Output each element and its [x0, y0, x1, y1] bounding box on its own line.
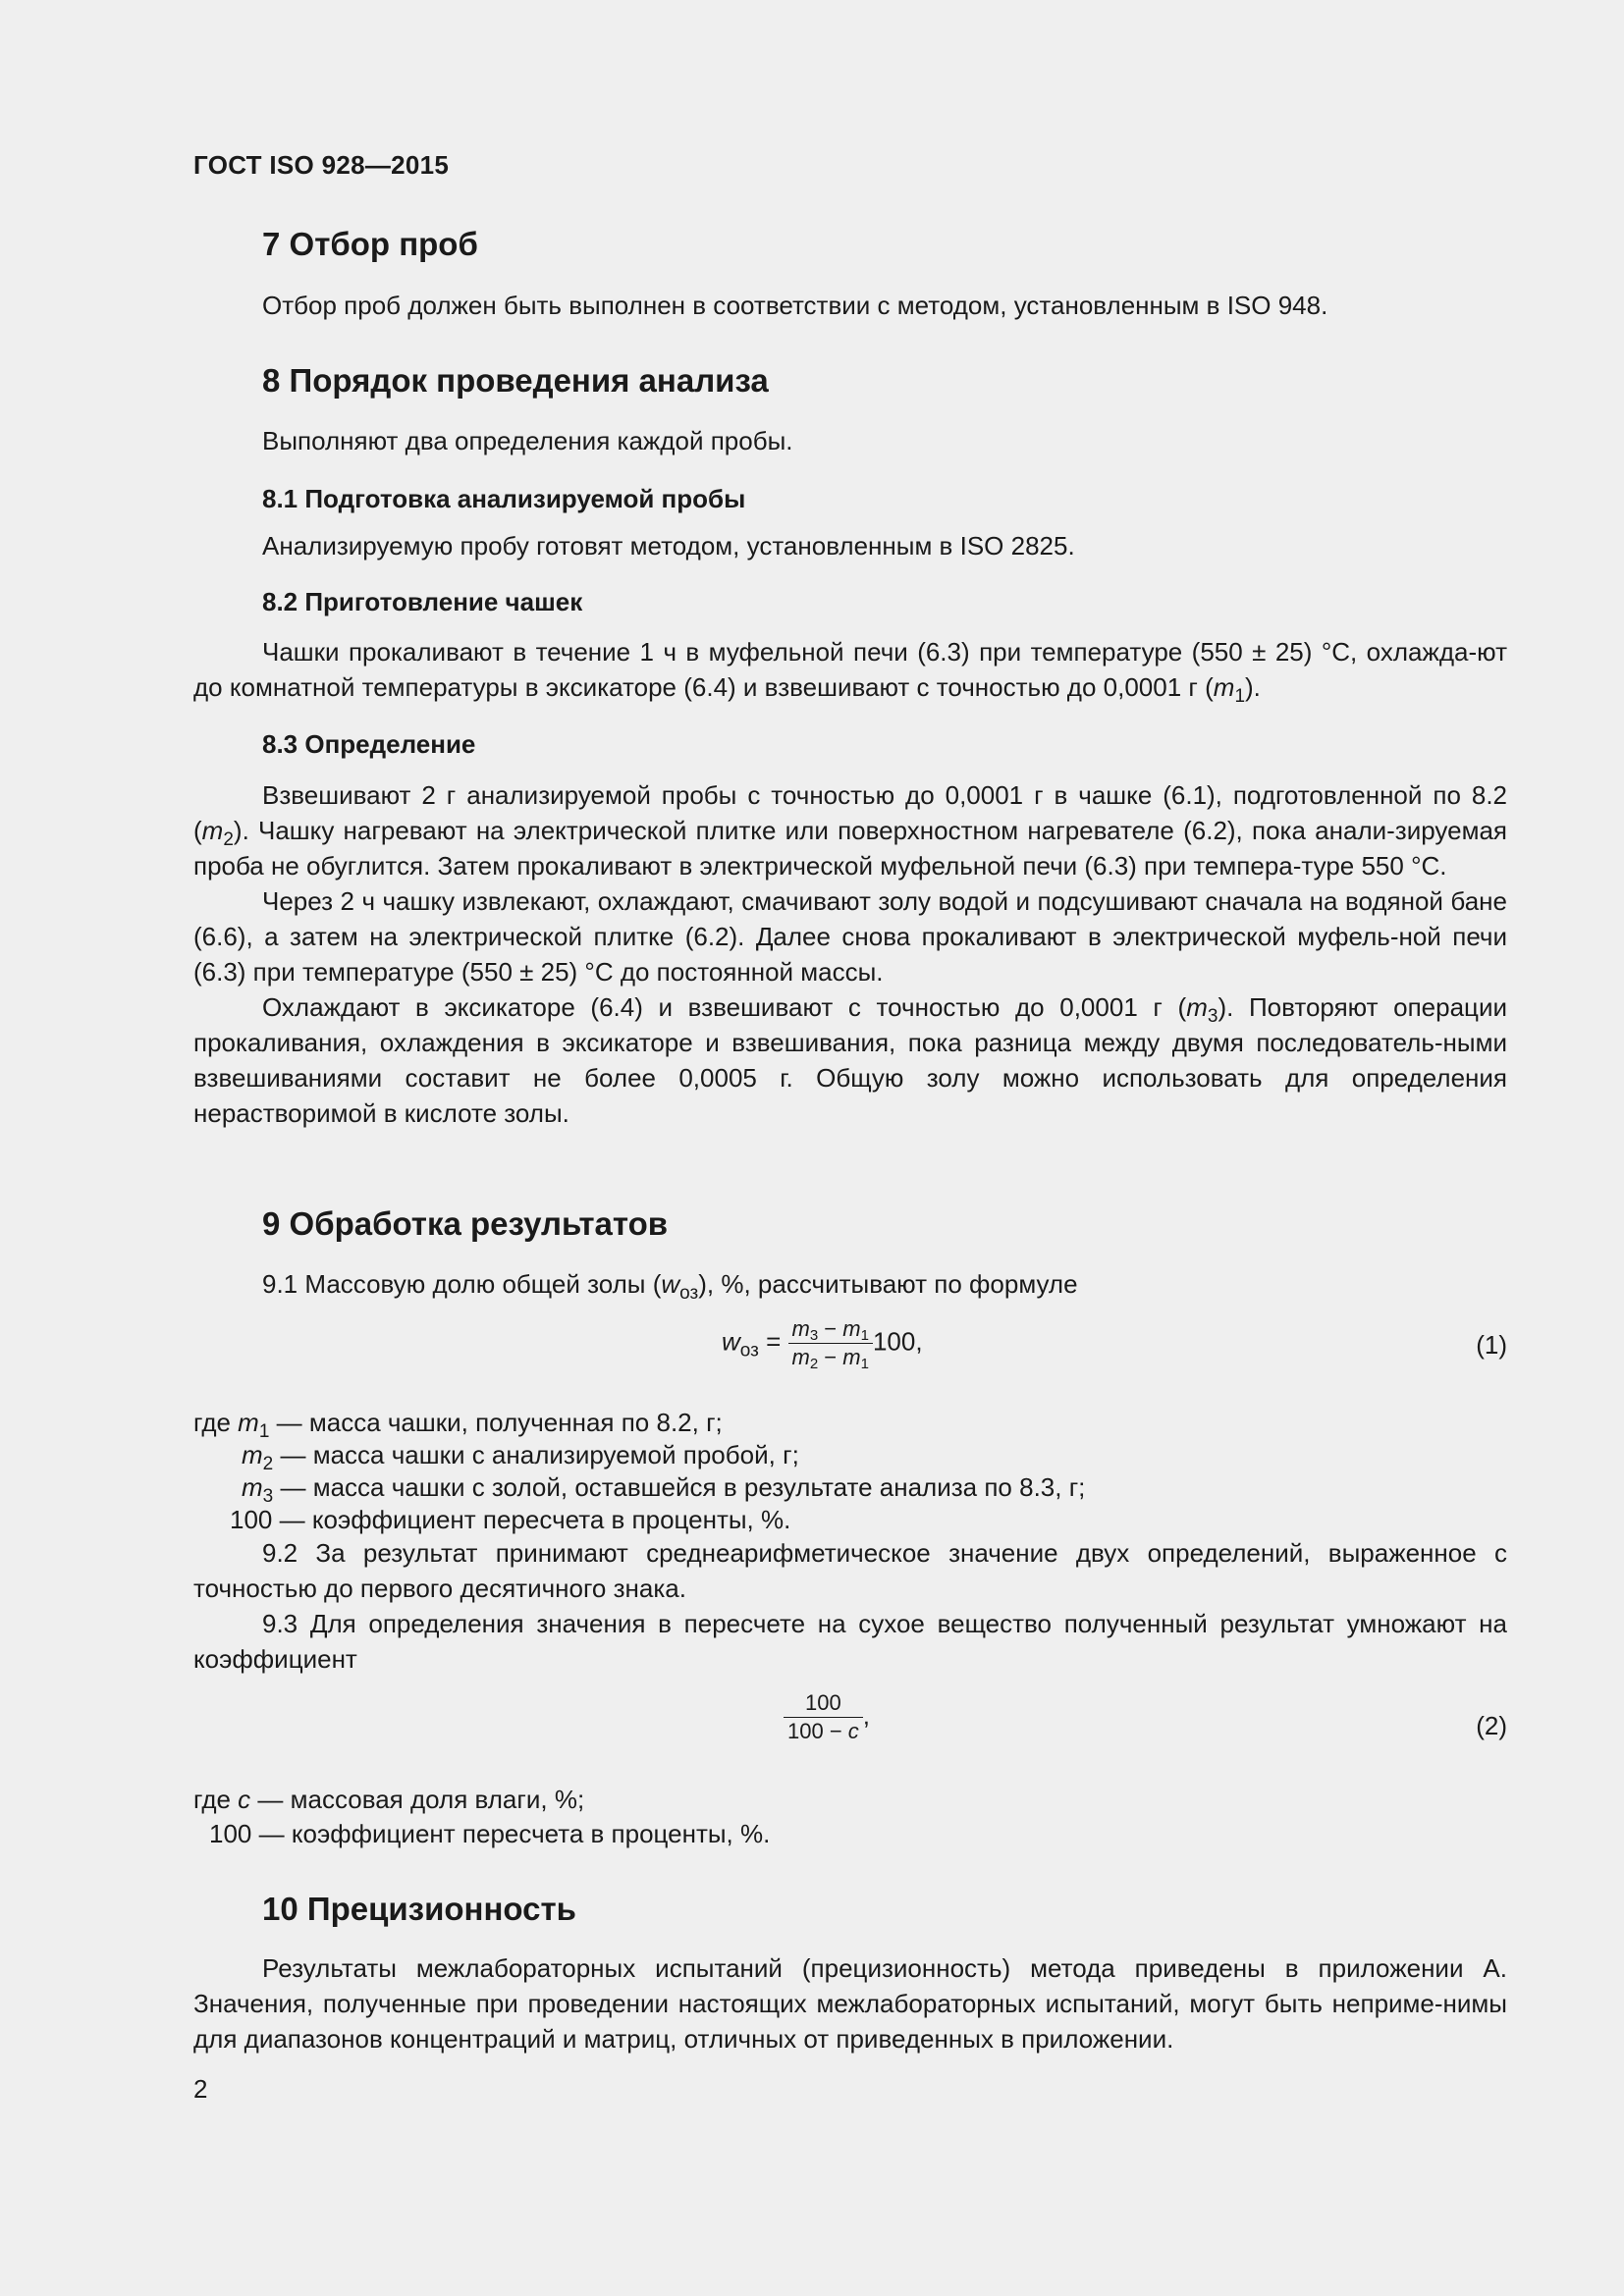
section-8-text: Выполняют два определения каждой пробы.	[262, 426, 793, 455]
document-header: ГОСТ ISO 928—2015	[193, 150, 450, 180]
section-10-text: Результаты межлабораторных испытаний (прецизионность) метода приведены в приложении А. Значения, полученные при проведении настоящих межлабораторных испытаний, могут быть неприме-нимы для диапазонов концентраций и матриц, отличных от приведенных в приложении.	[193, 1953, 1507, 2054]
where-item-m3: $m_3$ — масса чашки с золой, оставшейся в результате анализа по 8.3, г;	[242, 1472, 1086, 1507]
equation-1-fraction: $\frac{m3 - m1}{m2 - m1}$	[788, 1315, 873, 1371]
section-8-3-paragraph-1: Взвешивают 2 г анализируемой пробы с точностью до 0,0001 г в чашке (6.1), подготовленной по 8.2 $(m_2)$. Чашку нагревают на электрической плитке или поверхностном нагревателе (6.2), пока анали-зируемая проба не обуглится. Затем прокаливают в электрической муфельной печи (6.3) при темпера-туре 550 °С.	[193, 780, 1507, 881]
section-8-3-text	[193, 777, 1507, 1131]
section-7-title: 7 Отбор проб	[262, 226, 478, 262]
section-8-title: 8 Порядок проведения анализа	[262, 362, 769, 399]
page-number: 2	[193, 2074, 208, 2104]
section-9-2-text: 9.2 За результат принимают среднеарифметическое значение двух определений, выраженное с точностью до первого десятичного знака.	[193, 1538, 1507, 1603]
section-9-3-text: 9.3 Для определения значения в пересчете на сухое вещество полученный результат умножают на коэффициент	[193, 1609, 1507, 1674]
where-item-100: 100 — коэффициент пересчета в проценты, %.	[230, 1505, 791, 1534]
where-item-m2: $m_2$ — масса чашки с анализируемой пробой, г;	[242, 1440, 799, 1474]
section-10-title: 10 Прецизионность	[262, 1891, 576, 1927]
section-8-3-title: 8.3 Определение	[262, 729, 476, 759]
equation-1: $w_{оз}$ = $\frac{m3 - m1}{m2 - m1}$ 100,	[722, 1316, 923, 1372]
section-8-2-text: Чашки прокаливают в течение 1 ч в муфельной печи (6.3) при температуре (550 ± 25) °С, охлажда-ют до комнатной температуры в эксикаторе (6.4) и взвешивают с точностью до 0,0001 г $(m_1)$.	[193, 637, 1507, 707]
section-8-3-paragraph-3: Охлаждают в эксикаторе (6.4) и взвешивают с точностью до 0,0001 г $(m_3)$. Повторяют операции прокаливания, охлаждения в эксикаторе и взвешивания, пока разница между двумя последователь-ными взвешиваниями составит не более 0,0005 г. Общую золу можно использовать для определения нерастворимой в кислоте золы.	[193, 992, 1507, 1128]
section-8-3-paragraph-2: Через 2 ч чашку извлекают, охлаждают, смачивают золу водой и подсушивают сначала на водяной бане (6.6), а затем на электрической плитке (6.2). Далее снова прокаливают в электрической муфель-ной печи (6.3) при температуре (550 ± 25) °С до постоянной массы.	[193, 886, 1507, 987]
where-item-100-b: 100 — коэффициент пересчета в проценты, %.	[209, 1819, 771, 1848]
equation-2-number: (2)	[1476, 1711, 1507, 1740]
section-7-text: Отбор проб должен быть выполнен в соответствии с методом, установленным в ISO 948.	[262, 291, 1328, 320]
section-8-1-title: 8.1 Подготовка анализируемой пробы	[262, 484, 746, 513]
where-item-m1: где $m_1$ — масса чашки, полученная по 8.2, г;	[193, 1408, 723, 1442]
equation-2: $\frac{100}{100 - c}$ ,	[784, 1689, 870, 1745]
where-item-c: где c — массовая доля влаги, %;	[193, 1785, 585, 1814]
section-9-1-text: 9.1 Массовую долю общей золы $(w_{оз})$, %, рассчитывают по формуле	[262, 1269, 1078, 1304]
section-9-title: 9 Обработка результатов	[262, 1205, 669, 1242]
section-8-1-text: Анализируемую пробу готовят методом, установленным в ISO 2825.	[262, 531, 1075, 561]
equation-1-number: (1)	[1476, 1330, 1507, 1360]
equation-2-fraction: $\frac{100}{100 - c}$	[784, 1689, 863, 1745]
section-8-2-title: 8.2 Приготовление чашек	[262, 587, 583, 616]
